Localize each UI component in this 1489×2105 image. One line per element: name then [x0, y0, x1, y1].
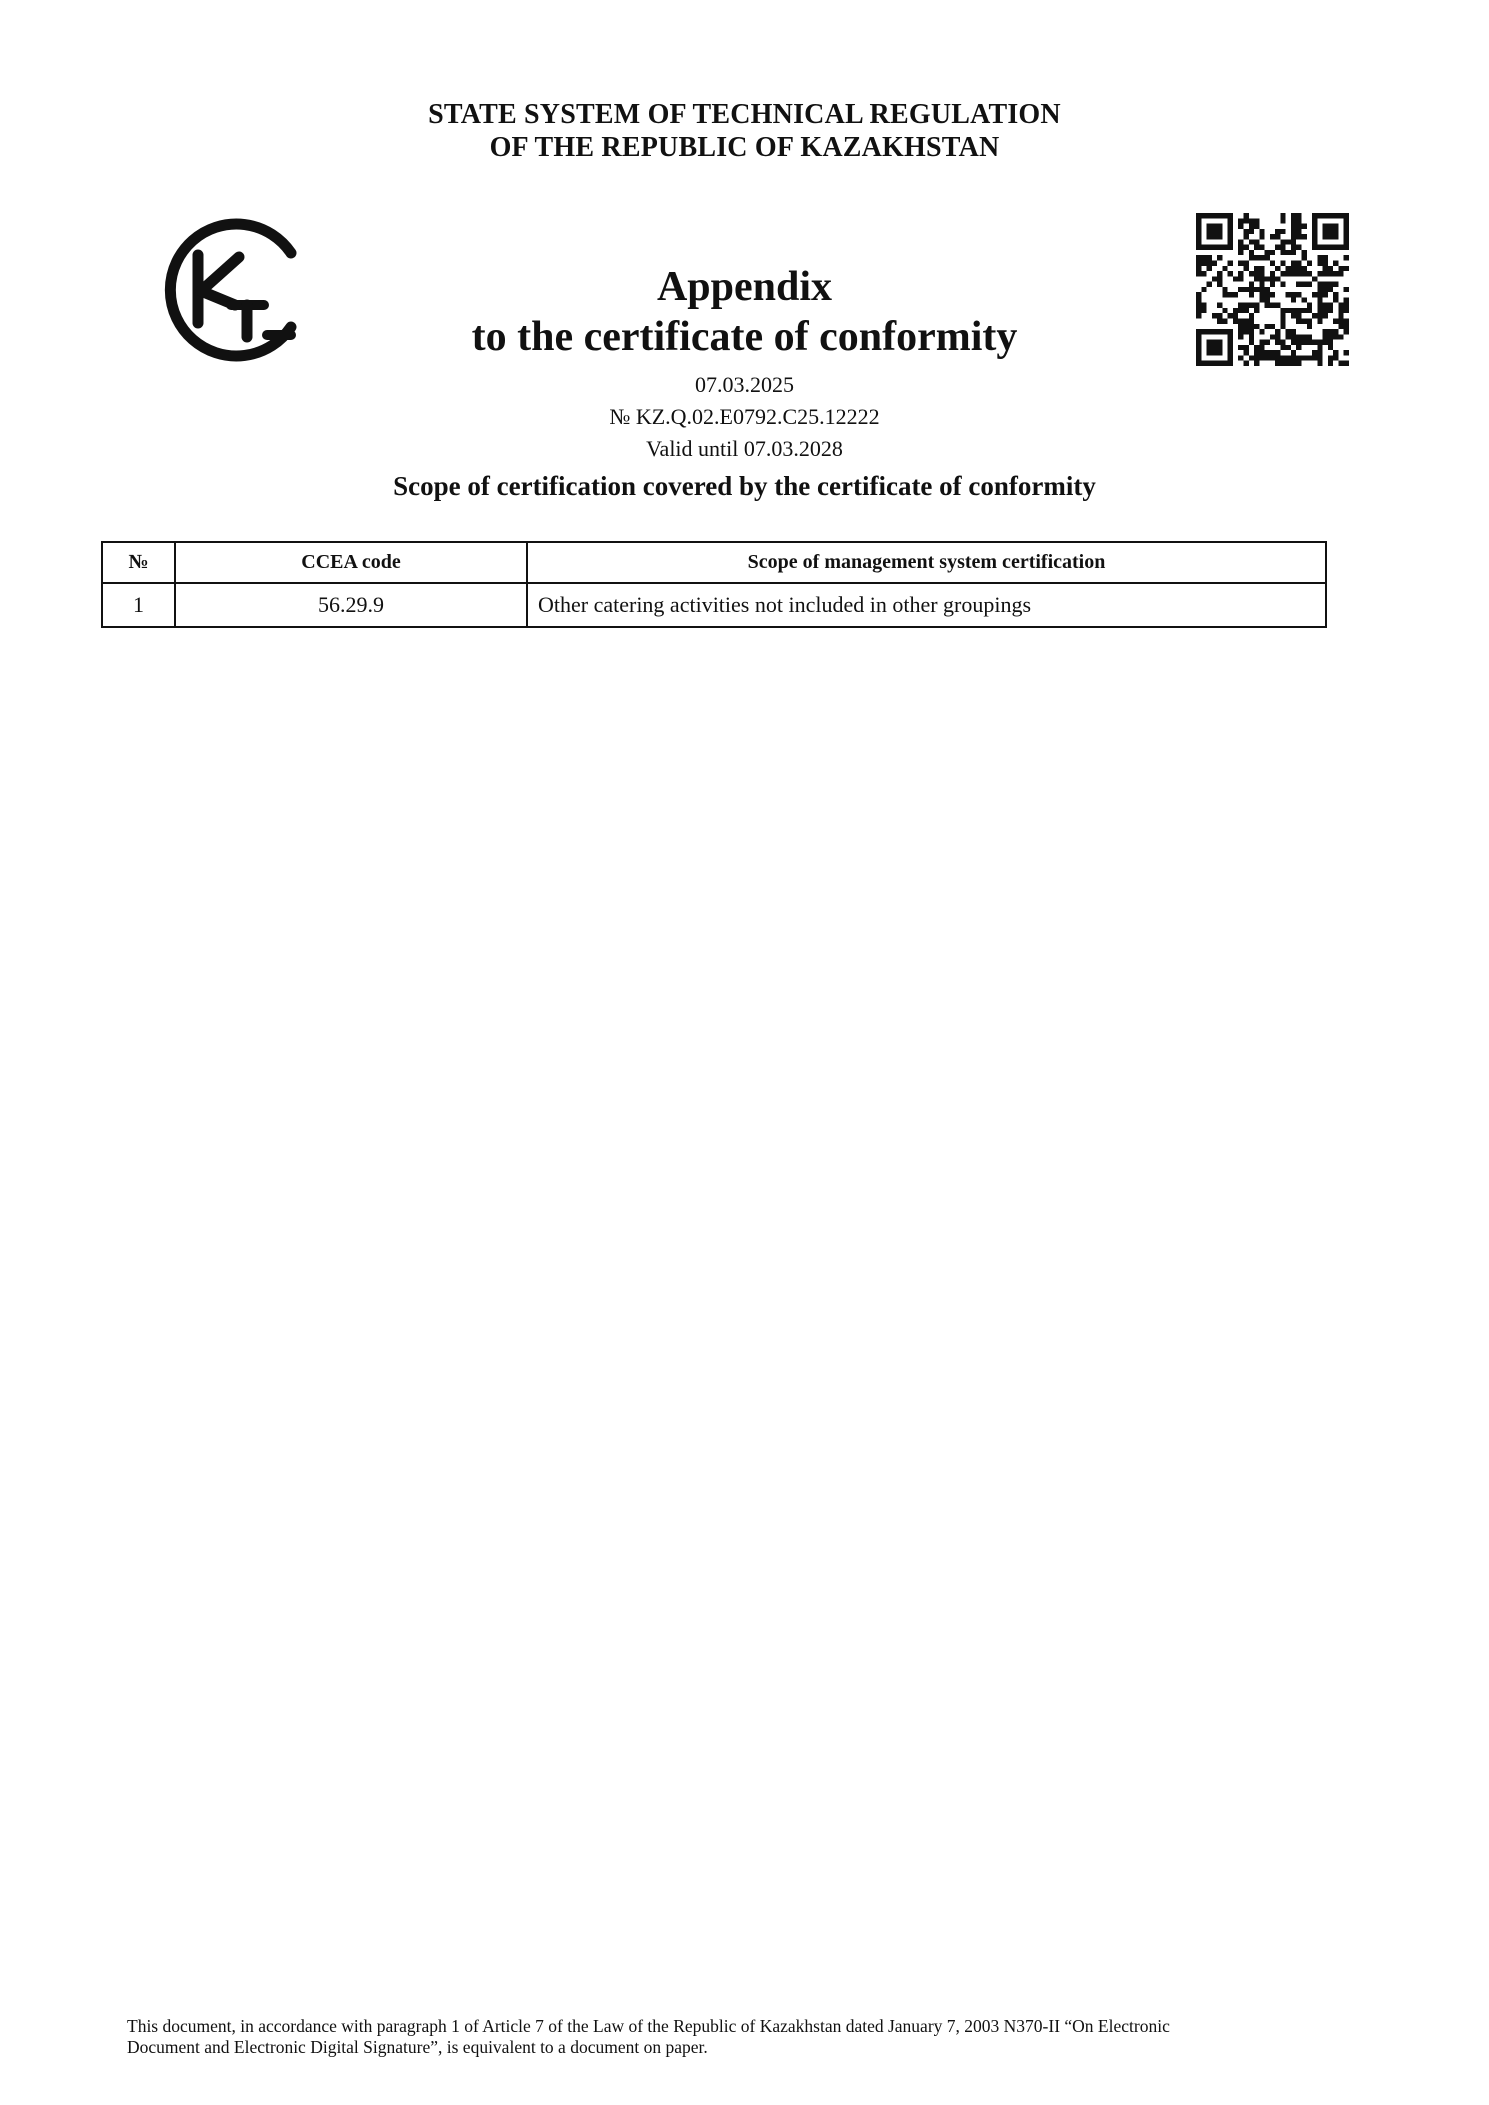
title-line-2: to the certificate of conformity	[471, 314, 1018, 360]
certificate-validity: Valid until 07.03.2028	[646, 436, 843, 461]
footnote-line-2: Document and Electronic Digital Signature”, is equivalent to a document on paper.	[127, 2037, 708, 2057]
certificate-date: 07.03.2025	[695, 372, 794, 397]
issuer-line-1: STATE SYSTEM OF TECHNICAL REGULATION	[428, 99, 1061, 130]
table-row	[102, 583, 1326, 627]
title-line-1: Appendix	[656, 264, 833, 310]
footnote-line-1: This document, in accordance with paragraph 1 of Article 7 of the Law of the Republic of Kazakhstan dated January 7, 2003 N370-II “On Electronic	[127, 2016, 1170, 2036]
legal-footnote	[127, 2016, 1357, 2058]
issuer-header	[0, 98, 1489, 164]
scope-description-cell: Other catering activities not included in other groupings	[527, 583, 1326, 627]
certificate-details	[0, 369, 1489, 465]
certificate-number: № KZ.Q.02.E0792.C25.12222	[609, 404, 880, 429]
document-title	[0, 262, 1489, 362]
scope-table	[101, 541, 1327, 628]
column-header-number: №	[102, 542, 175, 583]
table-header-row	[102, 542, 1326, 583]
ccea-code-cell: 56.29.9	[175, 583, 527, 627]
column-header-scope: Scope of management system certification	[527, 542, 1326, 583]
row-number-cell: 1	[102, 583, 175, 627]
scope-heading: Scope of certification covered by the certificate of conformity	[393, 471, 1096, 501]
column-header-ccea-code: CCEA code	[175, 542, 527, 583]
issuer-line-2: OF THE REPUBLIC OF KAZAKHSTAN	[489, 132, 1000, 163]
